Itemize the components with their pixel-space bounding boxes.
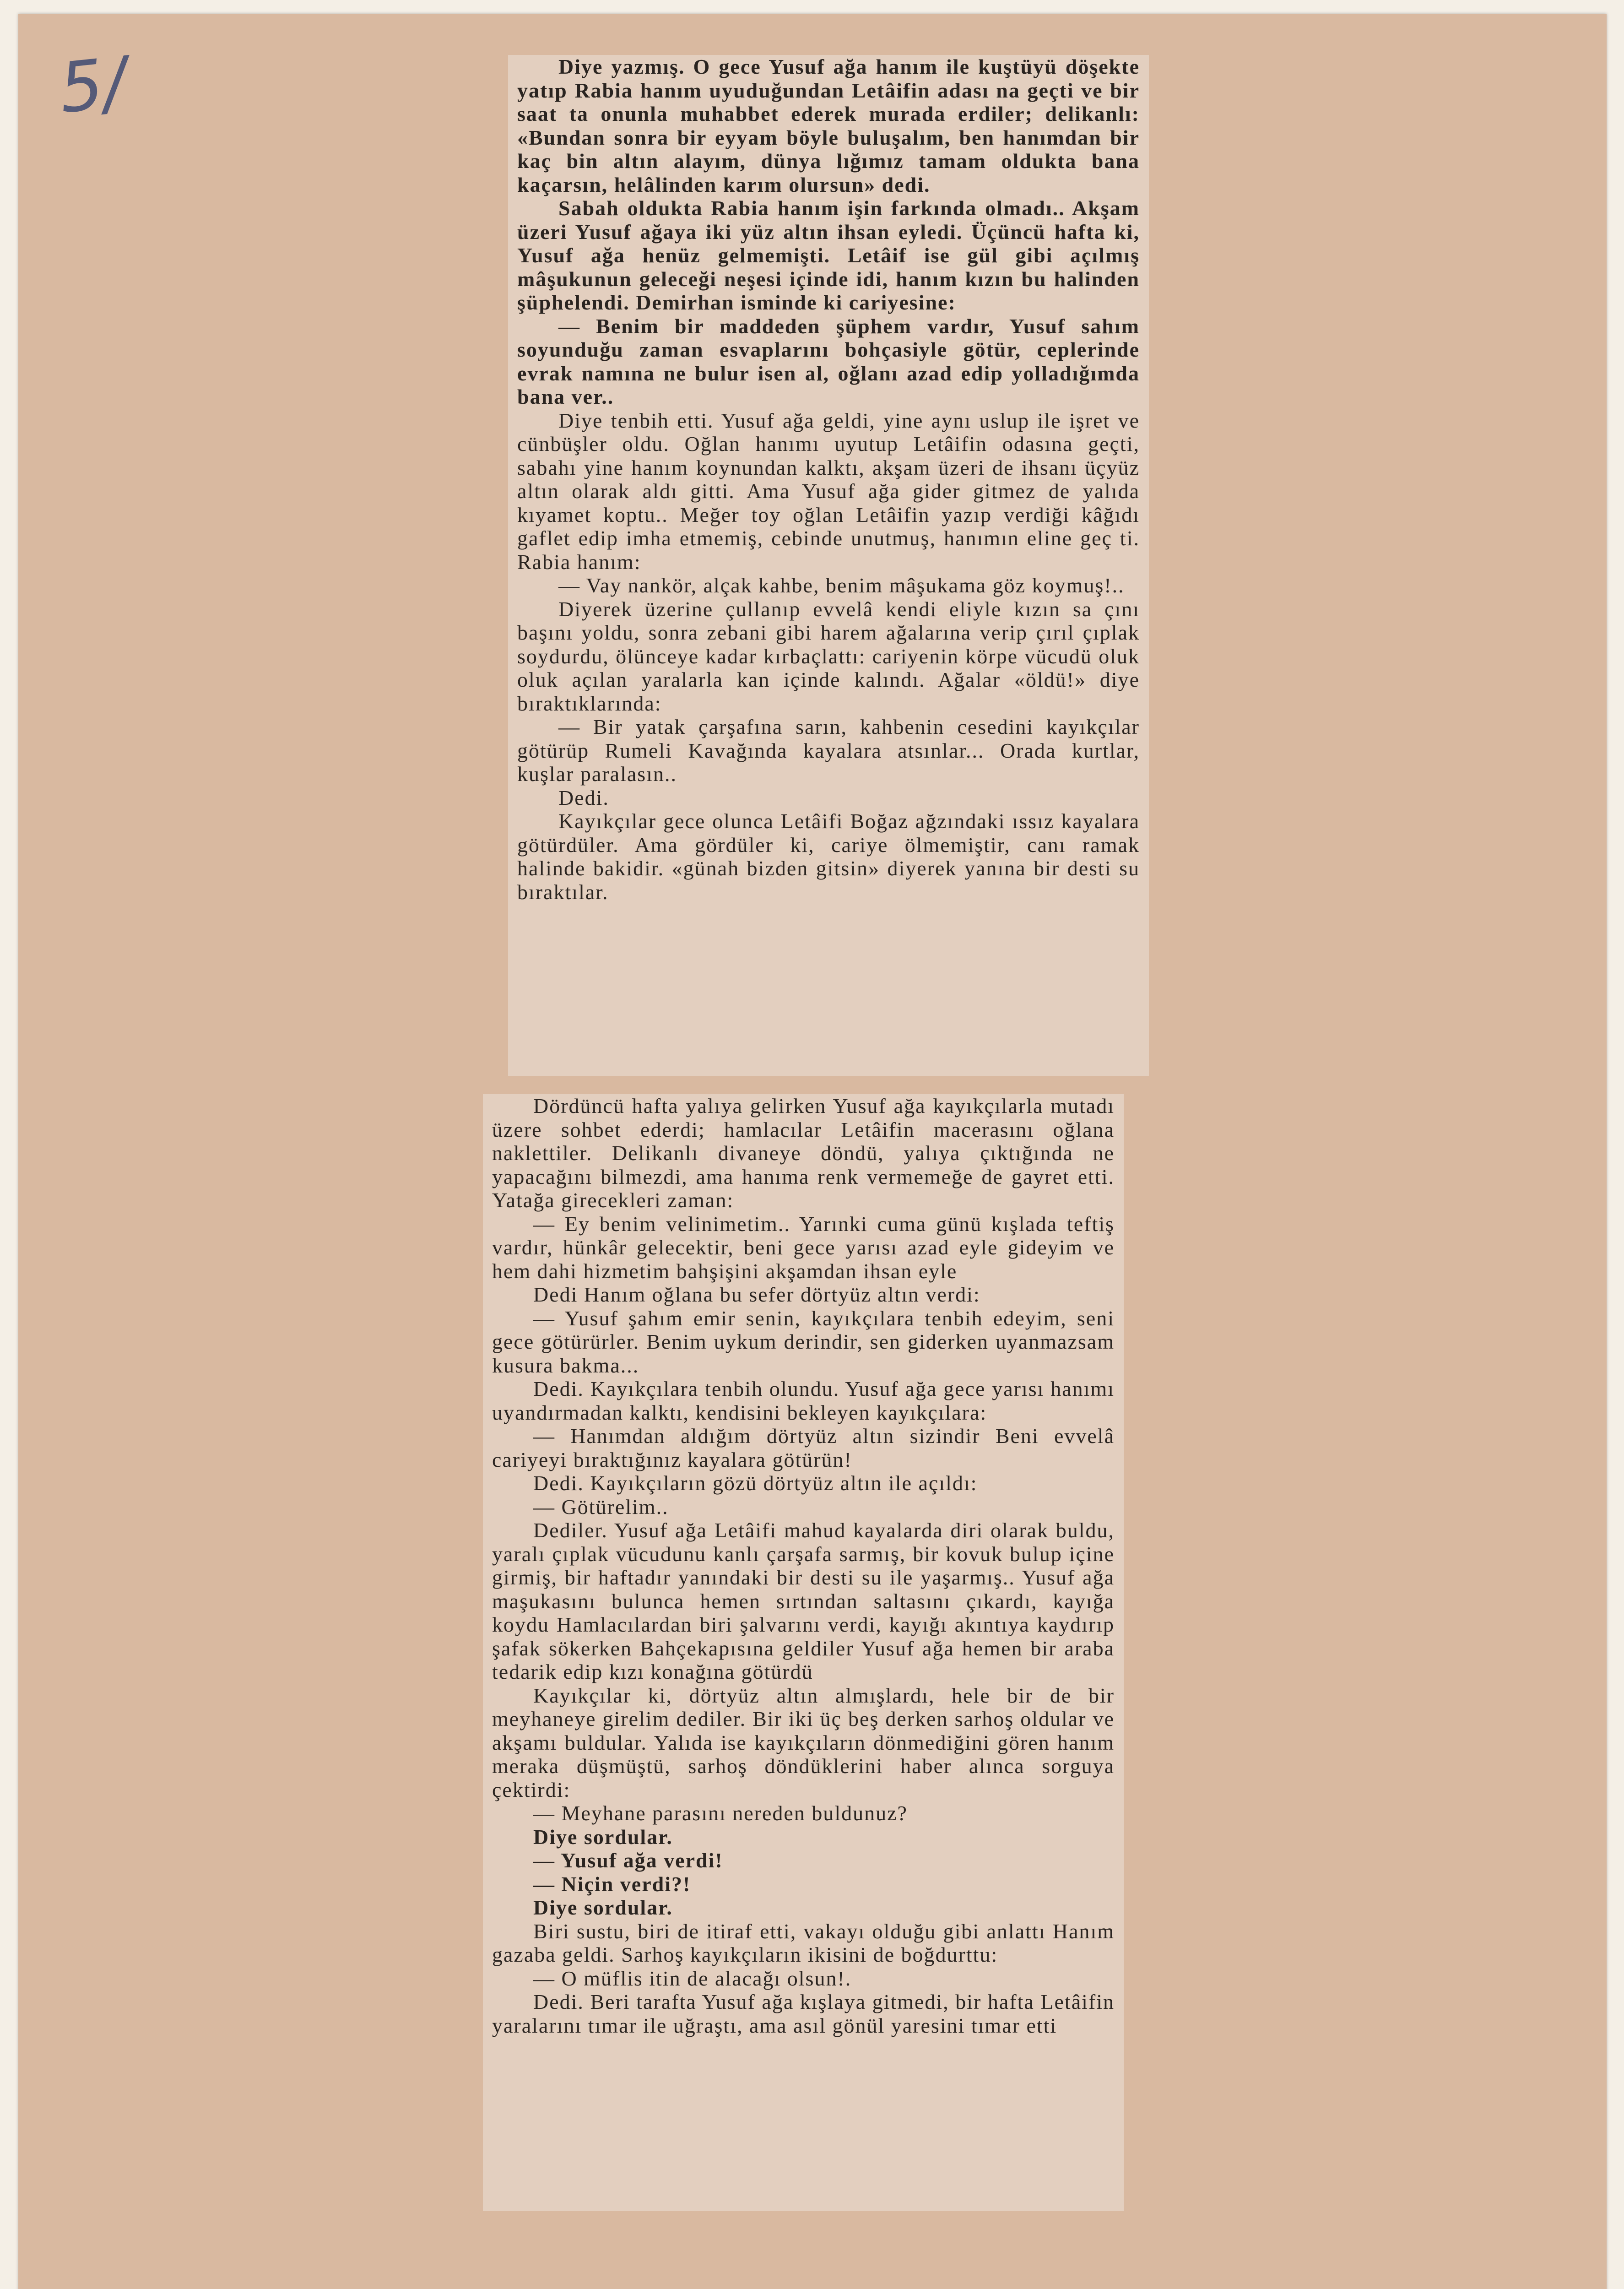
- paragraph: Dedi. Beri tarafta Yusuf ağa kışlaya gitmedi, bir hafta Letâifin yaralarını tımar ile uğraştı, ama asıl gönül yaresini tımar etti: [492, 1990, 1115, 2037]
- paragraph: — Bir yatak çarşafına sarın, kahbenin cesedini kayıkçılar götürüp Rumeli Kavağında kayalara atsınlar... Orada kurtlar, kuşlar paralasın..: [517, 715, 1140, 786]
- paragraph: Dedi.: [558, 786, 609, 809]
- paragraph: — Yusuf şahım emir senin, kayıkçılara tenbih edeyim, seni gece götürürler. Benim uykum derindir, sen giderken uyanmazsam kusura bakma...: [492, 1306, 1115, 1377]
- paragraph: — O müflis itin de alacağı olsun!.: [533, 1966, 852, 1990]
- newspaper-clipping-top: [508, 55, 1149, 1076]
- paragraph: — Benim bir maddeden şüphem vardır, Yusuf sahım soyunduğu zaman esvaplarını bohçasiyle götür, ceplerinde evrak namına ne bulur isen al, oğlanı azad edip yolladığımda bana ver..: [517, 314, 1140, 408]
- paragraph: Dediler. Yusuf ağa Letâifi mahud kayalarda diri olarak buldu, yaralı çıplak vücudunu kanlı çarşafa sarmış, bir kovuk bulup içine girmiş, bir haftadır yanındaki bir desti su ile yaşarmış.. Yusuf ağa maşukasını bulunca hemen sırtından saltasını çıkardı, kayığa koydu Hamlacılardan biri şalvarını verdi, kayığı akıntıya kaydırıp şafak sökerken Bahçekapısına geldiler Yusuf ağa hemen bir araba tedarik edip kızı konağına götürdü: [492, 1519, 1115, 1683]
- paragraph: Diyerek üzerine çullanıp evvelâ kendi eliyle kızın sa çını başını yoldu, sonra zebani gibi harem ağalarına verip çırıl çıplak soydurdu, ölünceye kadar kırbaçlattı: cariyenin körpe vücudü oluk oluk açılan yaralarla kan içinde kalındı. Ağalar «öldü!» diye bıraktıklarında:: [517, 597, 1140, 715]
- paragraph: — Hanımdan aldığım dörtyüz altın sizindir Beni evvelâ cariyeyi bıraktığınız kayalara götürün!: [492, 1424, 1115, 1471]
- paragraph: — Götürelim..: [533, 1495, 669, 1519]
- page-number: 5/: [55, 42, 130, 129]
- paragraph: — Yusuf ağa verdi!: [533, 1849, 723, 1872]
- paragraph: Diye yazmış. O gece Yusuf ağa hanım ile kuştüyü döşekte yatıp Rabia hanım uyuduğundan Letâifin adası na geçti ve bir saat ta onunla muhabbet ederek murada erdiler; delikanlı: «Bundan sonra bir eyyam böyle buluşalım, ben hanımdan bir kaç bin altın alayım, dünya lığımız tamam oldukta bana kaçarsın, helâlinden karım olursun» dedi.: [517, 55, 1140, 196]
- newspaper-clipping-bottom: [483, 1094, 1124, 2211]
- paragraph: Sabah oldukta Rabia hanım işin farkında olmadı.. Akşam üzeri Yusuf ağaya iki yüz altın ihsan eyledi. Üçüncü hafta ki, Yusuf ağa henüz gelmemişti. Letâif ise gül gibi açılmış mâşukunun geleceği neşesi içinde idi, hanım kızın bu halinden şüphelendi. Demirhan isminde ki cariyesine:: [517, 196, 1140, 314]
- paragraph: — Ey benim velinimetim.. Yarınki cuma günü kışlada teftiş vardır, hünkâr gelecektir, beni gece yarısı azad eyle gideyim ve hem dahi hizmetim bahşişini akşamdan ihsan eyle: [492, 1212, 1115, 1283]
- paragraph: — Vay nankör, alçak kahbe, benim mâşukama göz koymuş!..: [558, 574, 1125, 597]
- paragraph: Diye tenbih etti. Yusuf ağa geldi, yine aynı uslup ile işret ve cünbüşler oldu. Oğlan hanımı uyutup Letâifin odasına geçti, sabahı yine hanım koynundan kalktı, akşam üzeri de ihsanı üçyüz altın olarak aldı gitti. Ama Yusuf ağa gider gitmez de yalıda kıyamet koptu.. Meğer toy oğlan Letâifin yazıp verdiği kâğıdı gaflet edip imha etmemiş, cebinde unutmuş, hanımın eline geç ti. Rabia hanım:: [517, 408, 1140, 574]
- paragraph: Kayıkçılar gece olunca Letâifi Boğaz ağzındaki ıssız kayalara götürdüler. Ama gördüler ki, cariye ölmemiştir, canı ramak halinde bakidir. «günah bizden gitsin» diyerek yanına bir desti su bıraktılar.: [517, 809, 1140, 904]
- paragraph: Diye sordular.: [533, 1896, 673, 1919]
- paragraph: Dedi. Kayıkçıların gözü dörtyüz altın ile açıldı:: [533, 1471, 978, 1495]
- paragraph: Dördüncü hafta yalıya gelirken Yusuf ağa kayıkçılarla mutadı üzere sohbet ederdi; hamlacılar Letâifin macerasını oğlana naklettiler. Delikanlı divaneye döndü, yalıya çıktığında ne yapacağını bilmezdi, ama hanıma renk vermemeğe de gayret etti. Yatağa girecekleri zaman:: [492, 1094, 1115, 1212]
- paragraph: Dedi Hanım oğlana bu sefer dörtyüz altın verdi:: [533, 1283, 980, 1306]
- paragraph: Kayıkçılar ki, dörtyüz altın almışlardı, hele bir de bir meyhaneye girelim dediler. Bir iki üç beş derken sarhoş oldular ve akşamı buldular. Yalıda ise kayıkçıların dönmediğini gören hanım meraka düşmüştü, sarhoş döndüklerini haber alınca sorguya çektirdi:: [492, 1683, 1115, 1801]
- paragraph: — Meyhane parasını nereden buldunuz?: [533, 1801, 908, 1825]
- paragraph: Dedi. Kayıkçılara tenbih olundu. Yusuf ağa gece yarısı hanımı uyandırmadan kalktı, kendisini bekleyen kayıkçılara:: [492, 1377, 1115, 1424]
- paragraph: Biri sustu, biri de itiraf etti, vakayı olduğu gibi anlattı Hanım gazaba geldi. Sarhoş kayıkçıların ikisini de boğdurttu:: [492, 1919, 1115, 1966]
- paragraph: Diye sordular.: [533, 1825, 673, 1849]
- paragraph: — Niçin verdi?!: [533, 1872, 691, 1896]
